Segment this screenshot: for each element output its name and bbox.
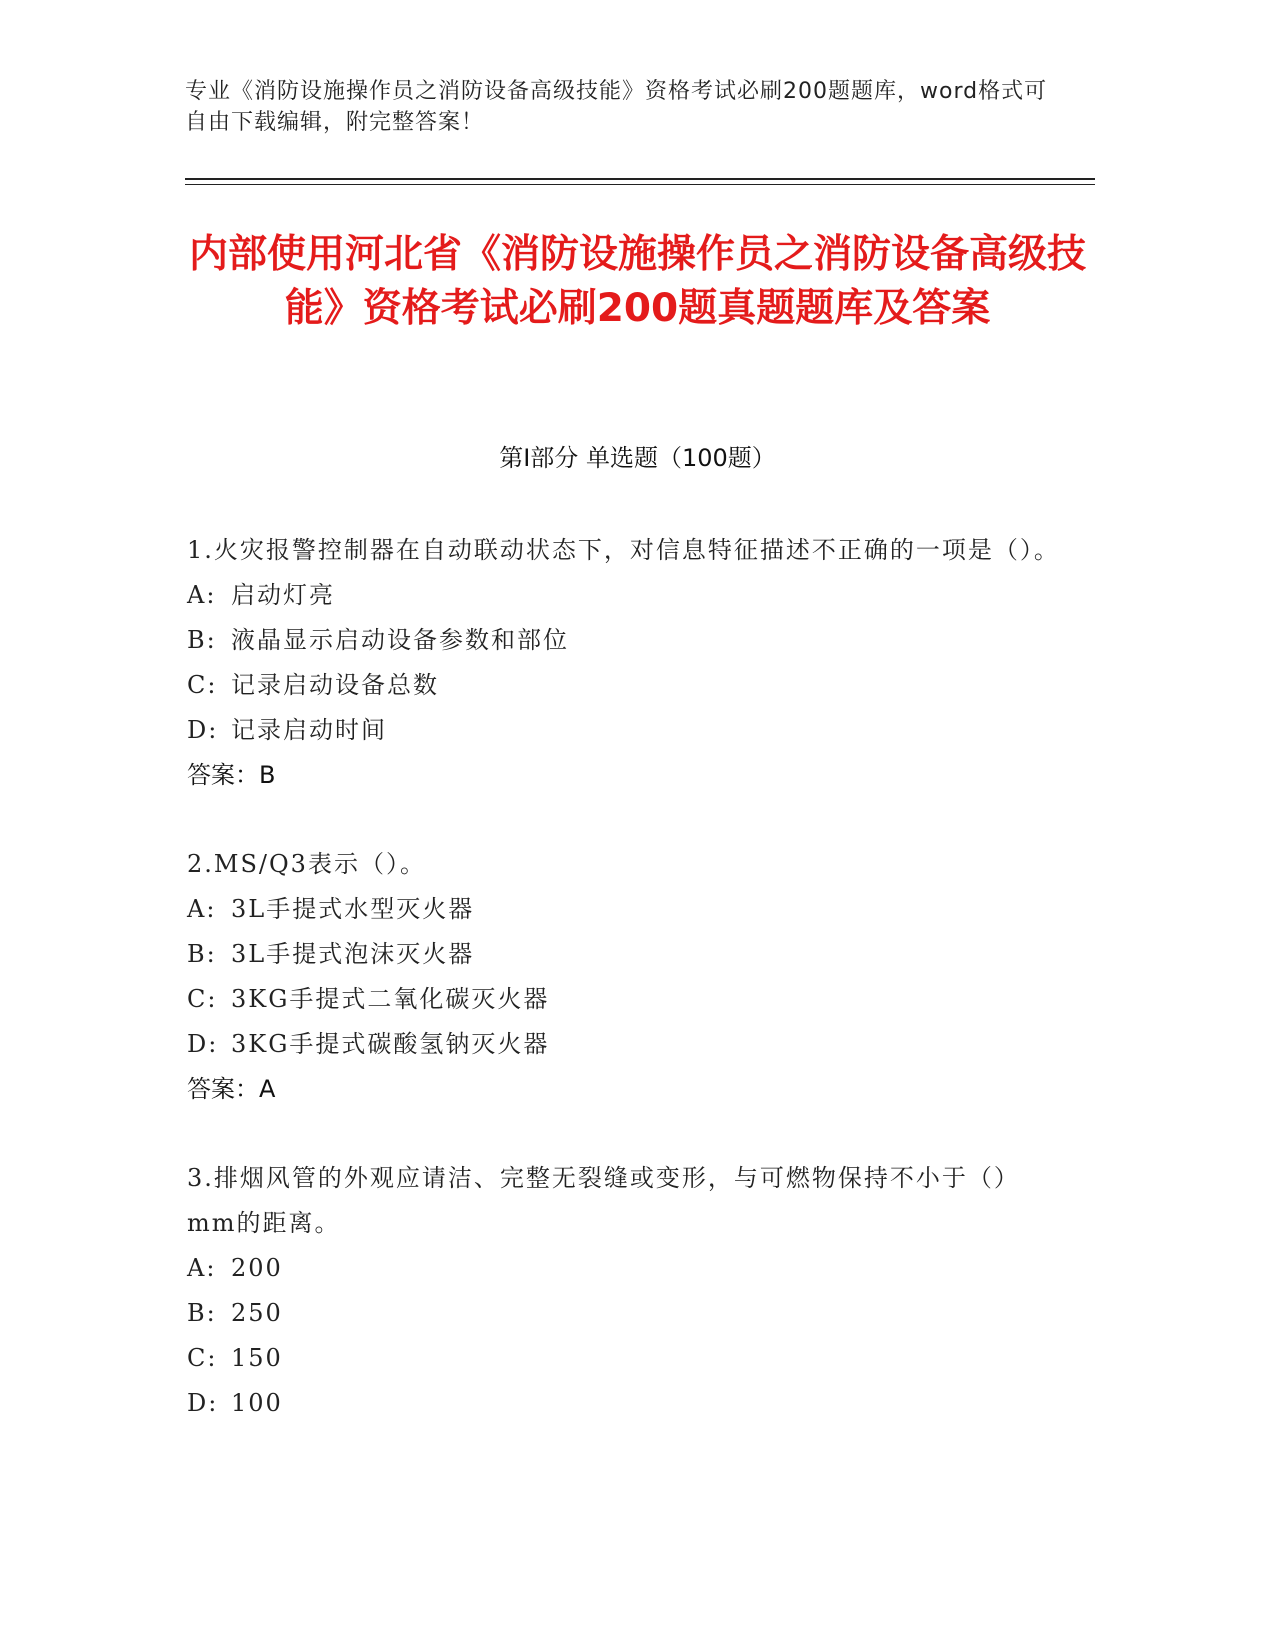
option-text: 150	[231, 1344, 283, 1372]
answer-line: 答案：B	[187, 761, 276, 789]
option-letter: D:	[187, 716, 219, 744]
option-letter: A:	[187, 1254, 217, 1282]
option-b	[187, 618, 1067, 663]
option-d	[187, 708, 1067, 753]
option-letter: B:	[187, 626, 217, 654]
option-text: 250	[231, 1299, 283, 1327]
option-text: 3L手提式泡沫灭火器	[231, 940, 475, 968]
option-text: 3L手提式水型灭火器	[231, 895, 475, 923]
header-rule-thin	[185, 184, 1095, 185]
header-note: 专业《消防设施操作员之消防设备高级技能》资格考试必刷200题题库，word格式可自由下载编辑，附完整答案！	[185, 79, 1048, 135]
option-letter: C:	[187, 1344, 218, 1372]
question-2	[187, 842, 1067, 1112]
option-text: 启动灯亮	[231, 581, 335, 609]
option-text: 100	[231, 1389, 283, 1417]
option-c	[187, 1336, 1067, 1381]
option-c	[187, 977, 1067, 1022]
question-list	[187, 528, 1067, 1470]
option-letter: D:	[187, 1389, 219, 1417]
document-title: 内部使用河北省《消防设施操作员之消防设备高级技能》资格考试必刷200题真题题库及答案	[188, 232, 1086, 331]
option-letter: B:	[187, 940, 217, 968]
question-stem: 1.火灾报警控制器在自动联动状态下，对信息特征描述不正确的一项是（）。	[187, 536, 1060, 564]
option-text: 200	[231, 1254, 283, 1282]
option-text: 液晶显示启动设备参数和部位	[231, 626, 569, 654]
option-b	[187, 1291, 1067, 1336]
section-title: 第Ⅰ部分 单选题（100题）	[499, 444, 776, 472]
option-text: 记录启动时间	[231, 716, 387, 744]
option-letter: C:	[187, 671, 218, 699]
option-text: 3KG手提式碳酸氢钠灭火器	[231, 1030, 550, 1058]
option-letter: B:	[187, 1299, 217, 1327]
question-stem: 3.排烟风管的外观应请洁、完整无裂缝或变形，与可燃物保持不小于（）mm的距离。	[187, 1164, 1020, 1237]
header-rule-thick	[185, 178, 1095, 180]
option-text: 记录启动设备总数	[231, 671, 439, 699]
option-letter: A:	[187, 895, 217, 923]
option-d	[187, 1381, 1067, 1426]
option-letter: D:	[187, 1030, 219, 1058]
question-stem: 2.MS/Q3表示（）。	[187, 850, 426, 878]
option-a	[187, 573, 1067, 618]
option-b	[187, 932, 1067, 977]
option-a	[187, 887, 1067, 932]
question-1	[187, 528, 1067, 798]
answer-line: 答案：A	[187, 1075, 276, 1103]
option-letter: A:	[187, 581, 217, 609]
option-c	[187, 663, 1067, 708]
option-d	[187, 1022, 1067, 1067]
option-letter: C:	[187, 985, 218, 1013]
option-text: 3KG手提式二氧化碳灭火器	[231, 985, 550, 1013]
option-a	[187, 1246, 1067, 1291]
question-3	[187, 1156, 1067, 1426]
